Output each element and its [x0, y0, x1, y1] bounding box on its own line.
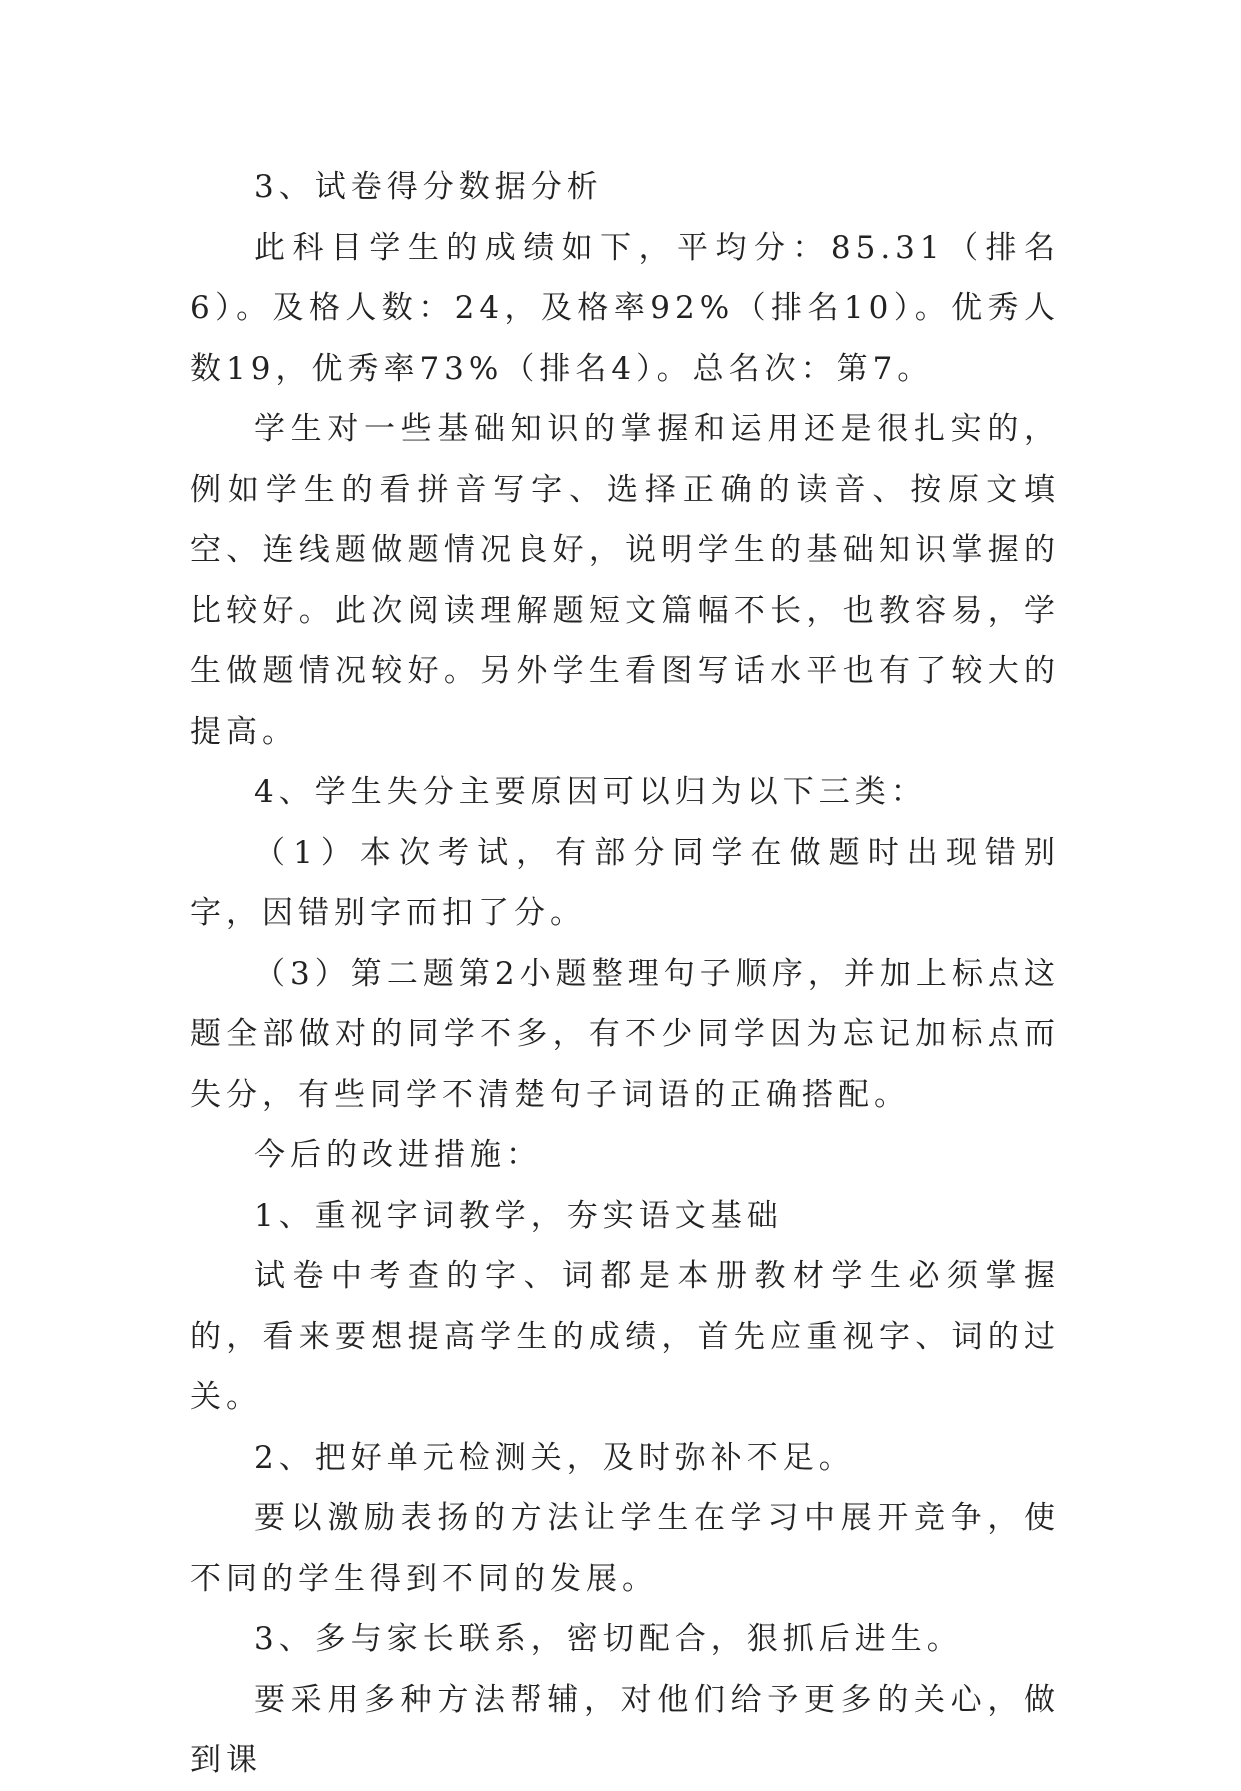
measure-body-1: 试卷中考查的字、词都是本册教材学生必须掌握的，看来要想提高学生的成绩，首先应重视字、词的过关。 — [190, 1258, 1060, 1415]
document-body — [190, 157, 1060, 1791]
measure-heading-3: 3、多与家长联系，密切配合，狠抓后进生。 — [254, 1621, 963, 1657]
paragraph-reason-1: （1）本次考试，有部分同学在做题时出现错别字，因错别字而扣了分。 — [190, 834, 1060, 931]
measure-body-3: 要采用多种方法帮辅，对他们给予更多的关心，做到课 — [190, 1681, 1060, 1778]
paragraph-basic-knowledge: 学生对一些基础知识的掌握和运用还是很扎实的，例如学生的看拼音写字、选择正确的读音、按原文填空、连线题做题情况良好，说明学生的基础知识掌握的比较好。此次阅读理解题短文篇幅不长，也教容易，学生做题情况较好。另外学生看图写话水平也有了较大的提高。 — [190, 411, 1060, 750]
measure-heading-2: 2、把好单元检测关，及时弥补不足。 — [254, 1439, 855, 1476]
measure-heading-1: 1、重视字词教学，夯实语文基础 — [254, 1197, 783, 1234]
section-heading-improvements: 今后的改进措施： — [254, 1137, 542, 1173]
paragraph-reason-3: （3）第二题第2小题整理句子顺序，并加上标点这题全部做对的同学不多，有不少同学因为忘记加标点而失分，有些同学不清楚句子词语的正确搭配。 — [190, 955, 1060, 1113]
section-heading-score-analysis: 3、试卷得分数据分析 — [254, 169, 603, 205]
measure-body-2: 要以激励表扬的方法让学生在学习中展开竞争，使不同的学生得到不同的发展。 — [190, 1500, 1060, 1597]
paragraph-score-summary: 此科目学生的成绩如下，平均分：85.31（排名6）。及格人数：24，及格率92%（排名10）。优秀人数19，优秀率73%（排名4）。总名次：第7。 — [190, 229, 1060, 387]
section-heading-loss-reasons: 4、学生失分主要原因可以归为以下三类： — [254, 774, 927, 810]
